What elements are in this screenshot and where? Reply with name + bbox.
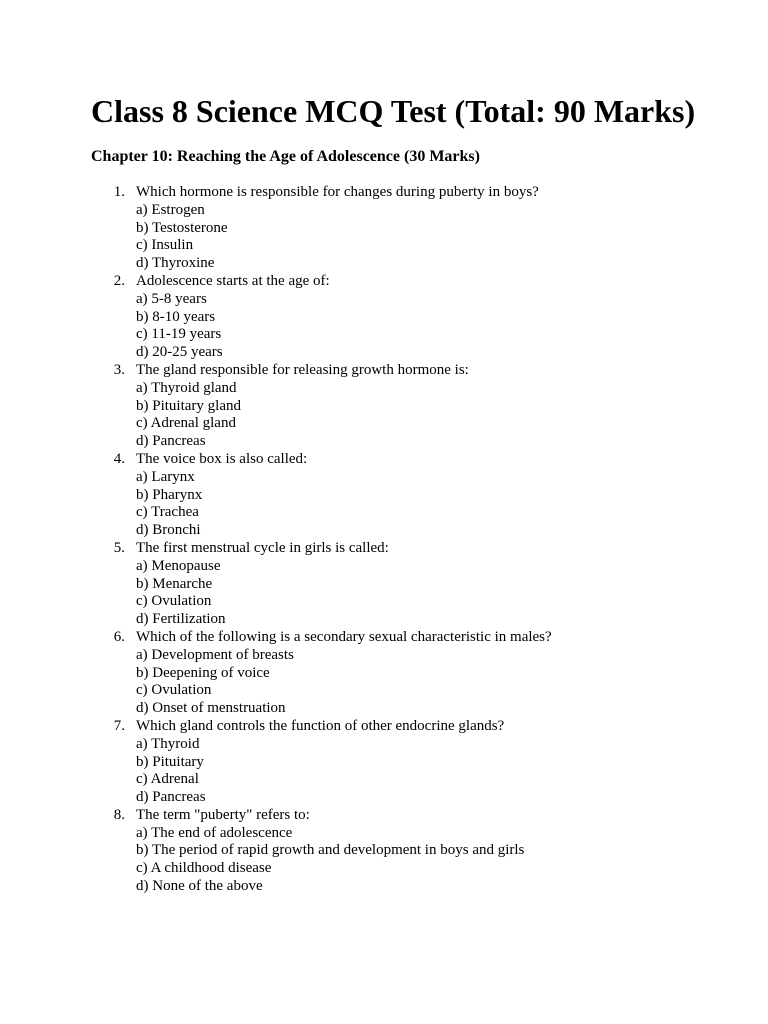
- answer-option: a) Larynx: [136, 468, 195, 485]
- answer-option: c) Ovulation: [136, 682, 212, 699]
- answer-option: b) Deepening of voice: [136, 664, 270, 681]
- answer-option: d) None of the above: [136, 878, 263, 895]
- question-text: The first menstrual cycle in girls is called:: [136, 539, 389, 556]
- answer-option: c) Adrenal: [136, 771, 199, 788]
- question-number: 1.: [113, 184, 125, 200]
- question-number: 3.: [113, 361, 125, 378]
- answer-option: a) Development of breasts: [136, 646, 294, 663]
- question-item: [91, 540, 552, 629]
- answer-option: c) A childhood disease: [136, 860, 272, 877]
- answer-option: b) Menarche: [136, 575, 213, 592]
- answer-option: a) Thyroid gland: [136, 379, 237, 396]
- answer-option: b) Pituitary gland: [136, 397, 241, 414]
- answer-option: c) 11-19 years: [136, 326, 222, 343]
- question-text: Which of the following is a secondary sexual characteristic in males?: [136, 628, 552, 645]
- question-text: Adolescence starts at the age of:: [136, 272, 330, 289]
- answer-option: d) Fertilization: [136, 611, 226, 628]
- answer-option: b) The period of rapid growth and development in boys and girls: [136, 842, 525, 859]
- question-text: Which hormone is responsible for changes during puberty in boys?: [136, 184, 539, 200]
- question-item: [91, 718, 552, 807]
- answer-option: b) Pharynx: [136, 486, 203, 503]
- question-item: [91, 451, 552, 540]
- answer-option: b) 8-10 years: [136, 308, 216, 325]
- answer-option: c) Adrenal gland: [136, 415, 236, 432]
- question-text: The gland responsible for releasing growth hormone is:: [136, 361, 469, 378]
- question-item: [91, 362, 552, 451]
- answer-option: b) Pituitary: [136, 753, 204, 770]
- question-text: Which gland controls the function of other endocrine glands?: [136, 717, 505, 734]
- answer-option: c) Insulin: [136, 237, 194, 254]
- question-item: [91, 273, 552, 362]
- question-item: [91, 629, 552, 718]
- question-number: 5.: [113, 539, 125, 556]
- answer-option: a) The end of adolescence: [136, 824, 293, 841]
- chapter-heading: Chapter 10: Reaching the Age of Adolescence (30 Marks): [91, 148, 480, 165]
- answer-option: a) Thyroid: [136, 735, 200, 752]
- answer-option: c) Ovulation: [136, 593, 212, 610]
- answer-option: d) Thyroxine: [136, 255, 215, 272]
- answer-option: a) Estrogen: [136, 201, 205, 218]
- answer-option: c) Trachea: [136, 504, 199, 521]
- question-number: 6.: [113, 628, 125, 645]
- question-number: 2.: [113, 272, 125, 289]
- question-text: The term "puberty" refers to:: [136, 806, 310, 823]
- answer-option: d) Onset of menstruation: [136, 700, 286, 717]
- question-item: [91, 184, 552, 273]
- answer-option: a) Menopause: [136, 557, 221, 574]
- answer-option: a) 5-8 years: [136, 290, 207, 307]
- question-item: [91, 807, 552, 896]
- answer-option: d) Bronchi: [136, 522, 201, 539]
- question-number: 7.: [113, 717, 125, 734]
- question-number: 4.: [113, 450, 125, 467]
- question-number: 8.: [113, 806, 125, 823]
- answer-option: d) Pancreas: [136, 433, 206, 450]
- page-title: Class 8 Science MCQ Test (Total: 90 Marks): [91, 93, 696, 129]
- answer-option: d) Pancreas: [136, 789, 206, 806]
- question-list: [91, 184, 552, 896]
- answer-option: b) Testosterone: [136, 219, 228, 236]
- answer-option: d) 20-25 years: [136, 344, 223, 361]
- question-text: The voice box is also called:: [136, 450, 308, 467]
